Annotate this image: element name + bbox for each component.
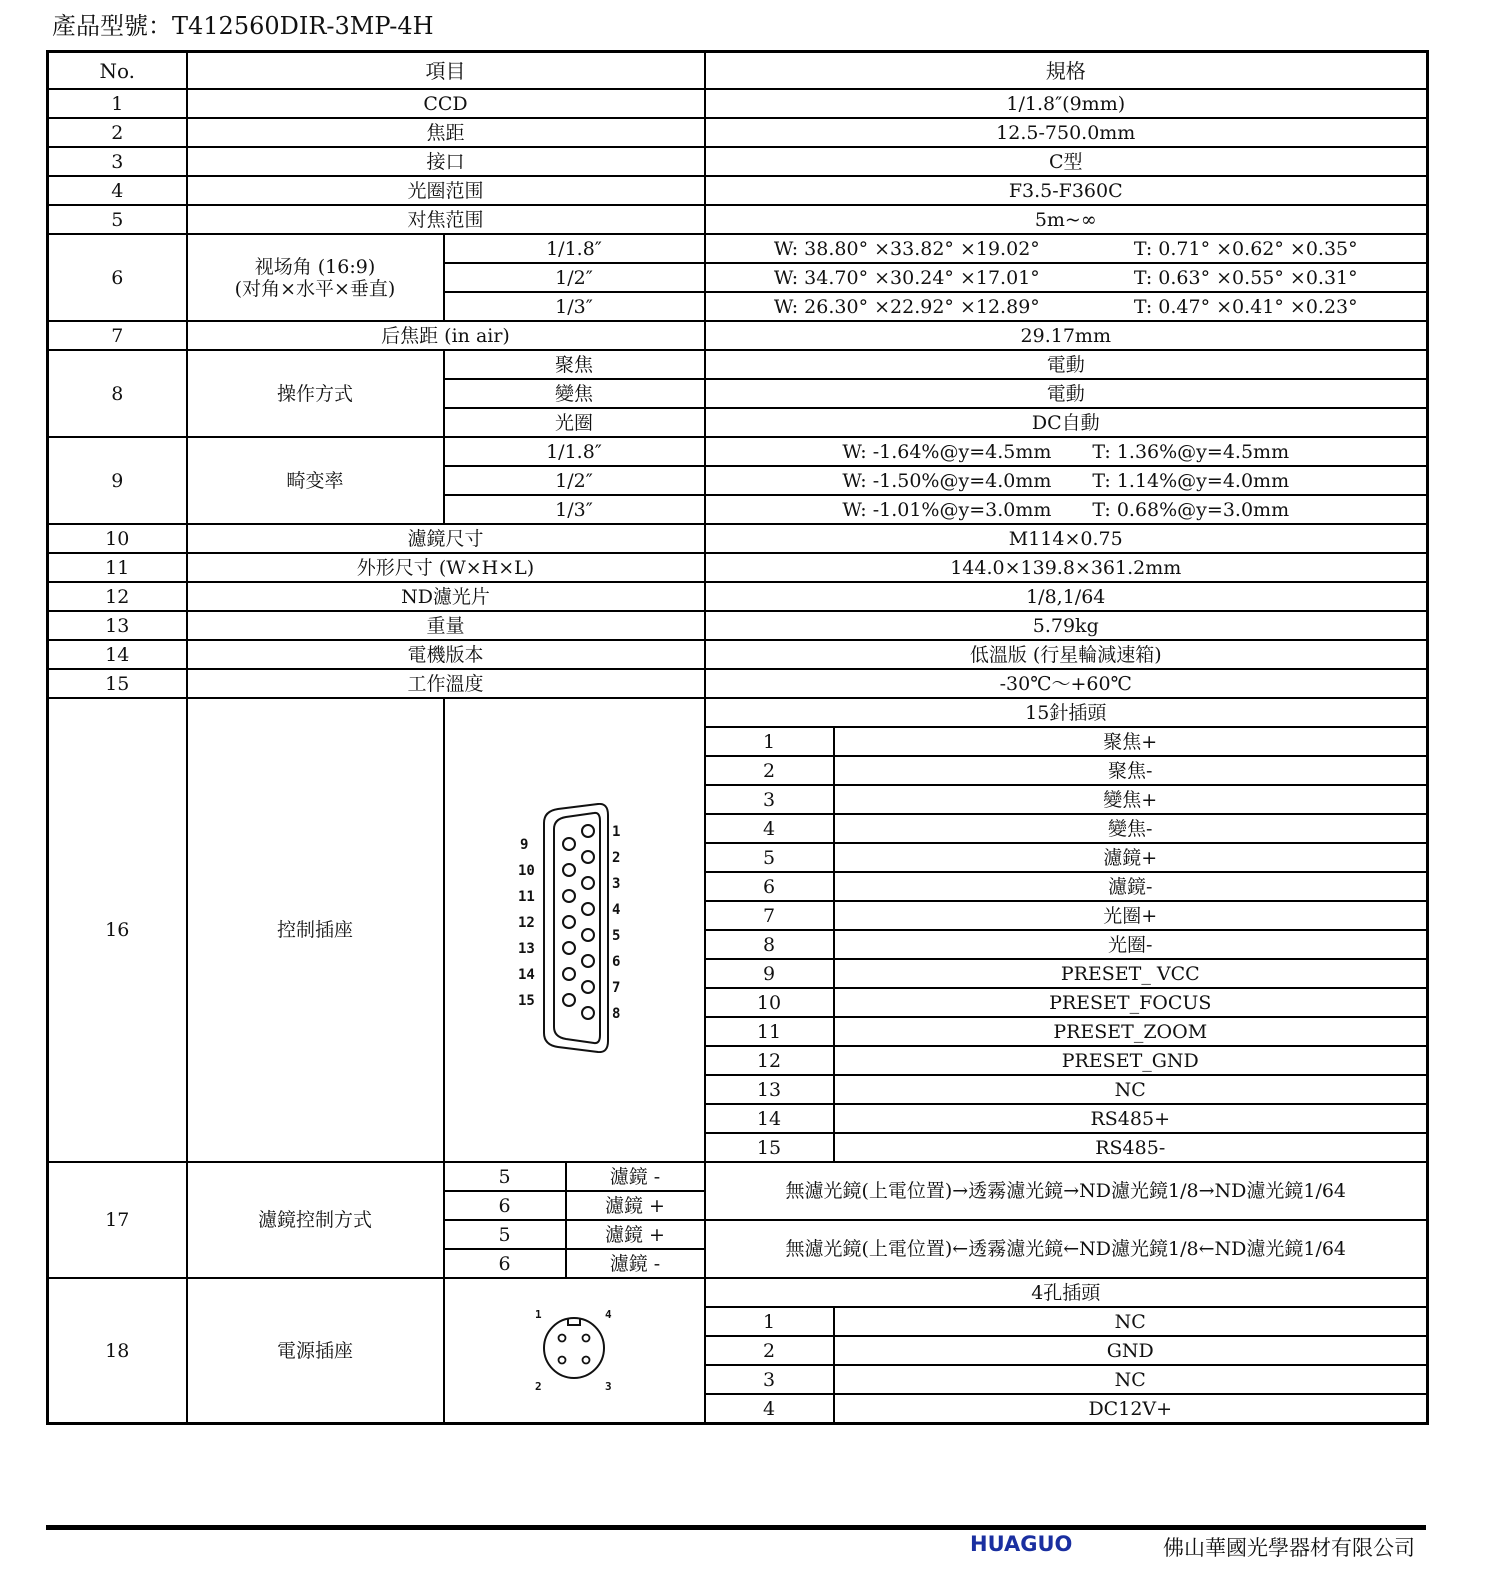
fov-sensor-size: 1/2″ bbox=[444, 263, 705, 292]
db15-pin-label: 9 bbox=[520, 836, 529, 853]
pin-function: 聚焦+ bbox=[834, 727, 1428, 756]
row-no: 15 bbox=[48, 669, 187, 698]
pin-function: PRESET_ZOOM bbox=[834, 1017, 1428, 1046]
row-item: 接口 bbox=[187, 147, 705, 176]
pin-function: GND bbox=[834, 1336, 1428, 1365]
pin-function: 光圈- bbox=[834, 930, 1428, 959]
row-no: 11 bbox=[48, 553, 187, 582]
pin-function: PRESET_GND bbox=[834, 1046, 1428, 1075]
row-item: 濾鏡尺寸 bbox=[187, 524, 705, 553]
table-row bbox=[48, 437, 1428, 466]
pin-number: 1 bbox=[705, 727, 834, 756]
table-row bbox=[48, 553, 1428, 582]
row-item: 对焦范围 bbox=[187, 205, 705, 234]
power-pin-label: 2 bbox=[535, 1380, 542, 1393]
db15-pin-hole bbox=[563, 968, 575, 980]
pin-function: PRESET_ VCC bbox=[834, 959, 1428, 988]
row-no: 16 bbox=[48, 698, 187, 1162]
db15-pin-hole bbox=[563, 994, 575, 1006]
row-item: 光圈范围 bbox=[187, 176, 705, 205]
table-row bbox=[48, 89, 1428, 118]
row-item: 畸变率 bbox=[187, 437, 444, 524]
operation-value: 電動 bbox=[705, 350, 1428, 379]
db15-pin-label: 13 bbox=[518, 940, 535, 957]
row-no: 2 bbox=[48, 118, 187, 147]
operation-value: DC自動 bbox=[705, 408, 1428, 437]
footer-divider bbox=[46, 1525, 1426, 1530]
pin-function: 變焦+ bbox=[834, 785, 1428, 814]
row-item: 重量 bbox=[187, 611, 705, 640]
row-no: 12 bbox=[48, 582, 187, 611]
row-spec: 5.79kg bbox=[705, 611, 1428, 640]
db15-pin-label: 4 bbox=[612, 901, 621, 918]
power-pin-label: 3 bbox=[605, 1380, 612, 1393]
pin-table-header: 15針插頭 bbox=[705, 698, 1428, 727]
fov-tele: T: 0.63° ×0.55° ×0.31° bbox=[1133, 266, 1358, 289]
filter-sequence-reverse: 無濾光鏡(上電位置)←透霧濾光鏡←ND濾光鏡1/8←ND濾光鏡1/64 bbox=[705, 1220, 1428, 1278]
row-item: ND濾光片 bbox=[187, 582, 705, 611]
db15-pin-hole bbox=[582, 851, 594, 863]
pin-function: 濾鏡- bbox=[834, 872, 1428, 901]
fov-tele: T: 0.71° ×0.62° ×0.35° bbox=[1133, 237, 1358, 260]
fov-label-line2: (对角×水平×垂直) bbox=[234, 277, 396, 300]
distortion-spec bbox=[705, 437, 1428, 466]
row-no: 14 bbox=[48, 640, 187, 669]
table-row bbox=[48, 205, 1428, 234]
pin-function: 變焦- bbox=[834, 814, 1428, 843]
filter-pin: 6 bbox=[444, 1249, 566, 1278]
header-no: No. bbox=[48, 52, 187, 90]
company-name: 佛山華國光學器材有限公司 bbox=[1163, 1536, 1415, 1560]
table-row bbox=[48, 669, 1428, 698]
db15-pin-hole bbox=[582, 1007, 594, 1019]
pin-number: 7 bbox=[705, 901, 834, 930]
fov-label-line1: 视场角 (16:9) bbox=[254, 255, 376, 278]
row-spec: -30℃～+60℃ bbox=[705, 669, 1428, 698]
table-row bbox=[48, 118, 1428, 147]
row-item: 工作溫度 bbox=[187, 669, 705, 698]
fov-spec bbox=[705, 263, 1428, 292]
db15-pin-label: 7 bbox=[612, 979, 621, 996]
pin-number: 6 bbox=[705, 872, 834, 901]
header-item: 項目 bbox=[187, 52, 705, 90]
row-no: 17 bbox=[48, 1162, 187, 1278]
row-no: 5 bbox=[48, 205, 187, 234]
power-connector-icon bbox=[519, 1298, 629, 1398]
operation-name: 變焦 bbox=[444, 379, 705, 408]
row-spec: 12.5-750.0mm bbox=[705, 118, 1428, 147]
db15-pin-hole bbox=[582, 877, 594, 889]
row-spec: 低溫版 (行星輪減速箱) bbox=[705, 640, 1428, 669]
row-no: 10 bbox=[48, 524, 187, 553]
table-row bbox=[48, 1278, 1428, 1307]
row-item: 電機版本 bbox=[187, 640, 705, 669]
table-row bbox=[48, 640, 1428, 669]
db15-pin-hole bbox=[563, 942, 575, 954]
filter-sequence-forward: 無濾光鏡(上電位置)→透霧濾光鏡→ND濾光鏡1/8→ND濾光鏡1/64 bbox=[705, 1162, 1428, 1220]
brand-logo: HUAGUO bbox=[970, 1532, 1073, 1556]
db15-pin-label: 15 bbox=[518, 992, 535, 1009]
db15-pin-hole bbox=[563, 916, 575, 928]
header-spec: 規格 bbox=[705, 52, 1428, 90]
pin-number: 5 bbox=[705, 843, 834, 872]
fov-sensor-size: 1/3″ bbox=[444, 292, 705, 321]
pin-number: 14 bbox=[705, 1104, 834, 1133]
table-row bbox=[48, 176, 1428, 205]
pin-number: 11 bbox=[705, 1017, 834, 1046]
power-pin-label: 4 bbox=[605, 1308, 612, 1321]
distortion-spec bbox=[705, 466, 1428, 495]
row-no: 18 bbox=[48, 1278, 187, 1424]
filter-pin: 6 bbox=[444, 1191, 566, 1220]
row-spec: M114×0.75 bbox=[705, 524, 1428, 553]
pin-function: NC bbox=[834, 1307, 1428, 1336]
pin-function: DC12V+ bbox=[834, 1394, 1428, 1424]
distortion-spec bbox=[705, 495, 1428, 524]
pin-function: 濾鏡+ bbox=[834, 843, 1428, 872]
row-item: 操作方式 bbox=[187, 350, 444, 437]
power-connector-diagram bbox=[444, 1278, 705, 1424]
row-item: 外形尺寸 (W×H×L) bbox=[187, 553, 705, 582]
fov-sensor-size: 1/1.8″ bbox=[444, 234, 705, 263]
distortion-tele: T: 1.36%@y=4.5mm bbox=[1092, 440, 1290, 463]
db15-pin-hole bbox=[582, 955, 594, 967]
operation-value: 電動 bbox=[705, 379, 1428, 408]
fov-tele: T: 0.47° ×0.41° ×0.23° bbox=[1133, 295, 1358, 318]
db15-pin-label: 2 bbox=[612, 849, 621, 866]
pin-function: RS485- bbox=[834, 1133, 1428, 1162]
pin-number: 1 bbox=[705, 1307, 834, 1336]
row-item: CCD bbox=[187, 89, 705, 118]
row-no: 13 bbox=[48, 611, 187, 640]
pin-number: 3 bbox=[705, 785, 834, 814]
filter-signal: 濾鏡 + bbox=[566, 1220, 705, 1249]
row-spec: C型 bbox=[705, 147, 1428, 176]
distortion-wide: W: -1.01%@y=3.0mm bbox=[842, 498, 1052, 521]
power-pin-label: 1 bbox=[535, 1308, 542, 1321]
db15-pin-hole bbox=[563, 890, 575, 902]
table-row bbox=[48, 1162, 1428, 1191]
row-spec: 1/8,1/64 bbox=[705, 582, 1428, 611]
pin-number: 4 bbox=[705, 1394, 834, 1424]
spec-table bbox=[46, 50, 1429, 1425]
table-row bbox=[48, 582, 1428, 611]
row-no: 7 bbox=[48, 321, 187, 350]
pin-number: 4 bbox=[705, 814, 834, 843]
row-item: 濾鏡控制方式 bbox=[187, 1162, 444, 1278]
fov-wide: W: 26.30° ×22.92° ×12.89° bbox=[773, 295, 1040, 318]
operation-name: 聚焦 bbox=[444, 350, 705, 379]
pin-function: 光圈+ bbox=[834, 901, 1428, 930]
distortion-sensor-size: 1/3″ bbox=[444, 495, 705, 524]
row-spec: 1/1.8″(9mm) bbox=[705, 89, 1428, 118]
pin-function: NC bbox=[834, 1075, 1428, 1104]
fov-spec bbox=[705, 292, 1428, 321]
row-no: 3 bbox=[48, 147, 187, 176]
table-row bbox=[48, 698, 1428, 727]
db15-pin-label: 1 bbox=[612, 823, 621, 840]
pin-number: 12 bbox=[705, 1046, 834, 1075]
db15-pin-label: 11 bbox=[518, 888, 535, 905]
db15-pin-hole bbox=[582, 903, 594, 915]
db15-pin-hole bbox=[563, 864, 575, 876]
row-item: 電源插座 bbox=[187, 1278, 444, 1424]
db15-pin-label: 6 bbox=[612, 953, 621, 970]
fov-wide: W: 38.80° ×33.82° ×19.02° bbox=[773, 237, 1040, 260]
pin-function: 聚焦- bbox=[834, 756, 1428, 785]
db15-pin-label: 12 bbox=[518, 914, 535, 931]
db15-pin-label: 3 bbox=[612, 875, 621, 892]
filter-pin: 5 bbox=[444, 1162, 566, 1191]
operation-name: 光圈 bbox=[444, 408, 705, 437]
db15-pin-label: 5 bbox=[612, 927, 621, 944]
row-item: 后焦距 (in air) bbox=[187, 321, 705, 350]
row-no: 8 bbox=[48, 350, 187, 437]
row-item: 焦距 bbox=[187, 118, 705, 147]
table-header-row bbox=[48, 52, 1428, 90]
table-row bbox=[48, 350, 1428, 379]
pin-number: 13 bbox=[705, 1075, 834, 1104]
pin-number: 15 bbox=[705, 1133, 834, 1162]
row-no: 1 bbox=[48, 89, 187, 118]
row-spec: F3.5-F360C bbox=[705, 176, 1428, 205]
table-row bbox=[48, 234, 1428, 263]
db15-pin-hole bbox=[563, 838, 575, 850]
table-row bbox=[48, 321, 1428, 350]
db15-pin-hole bbox=[582, 929, 594, 941]
distortion-sensor-size: 1/2″ bbox=[444, 466, 705, 495]
db15-pin-label: 10 bbox=[518, 862, 535, 879]
db15-pin-hole bbox=[582, 981, 594, 993]
distortion-sensor-size: 1/1.8″ bbox=[444, 437, 705, 466]
pin-number: 2 bbox=[705, 756, 834, 785]
db15-pin-label: 8 bbox=[612, 1005, 621, 1022]
distortion-wide: W: -1.50%@y=4.0mm bbox=[842, 469, 1052, 492]
filter-signal: 濾鏡 - bbox=[566, 1162, 705, 1191]
pin-number: 10 bbox=[705, 988, 834, 1017]
table-row bbox=[48, 611, 1428, 640]
distortion-tele: T: 1.14%@y=4.0mm bbox=[1092, 469, 1290, 492]
pin-number: 3 bbox=[705, 1365, 834, 1394]
pin-number: 9 bbox=[705, 959, 834, 988]
row-no: 4 bbox=[48, 176, 187, 205]
db15-connector-diagram bbox=[444, 698, 705, 1162]
page-title: 產品型號：T412560DIR-3MP-4H bbox=[52, 12, 434, 40]
pin-number: 8 bbox=[705, 930, 834, 959]
db15-connector-icon bbox=[514, 803, 634, 1053]
pin-table-header: 4孔插頭 bbox=[705, 1278, 1428, 1307]
row-spec: 29.17mm bbox=[705, 321, 1428, 350]
row-item bbox=[187, 234, 444, 321]
distortion-tele: T: 0.68%@y=3.0mm bbox=[1092, 498, 1290, 521]
pin-function: PRESET_FOCUS bbox=[834, 988, 1428, 1017]
row-no: 9 bbox=[48, 437, 187, 524]
db15-pin-label: 14 bbox=[518, 966, 535, 983]
pin-function: RS485+ bbox=[834, 1104, 1428, 1133]
fov-spec bbox=[705, 234, 1428, 263]
row-item: 控制插座 bbox=[187, 698, 444, 1162]
filter-signal: 濾鏡 - bbox=[566, 1249, 705, 1278]
distortion-wide: W: -1.64%@y=4.5mm bbox=[842, 440, 1052, 463]
fov-wide: W: 34.70° ×30.24° ×17.01° bbox=[773, 266, 1040, 289]
row-no: 6 bbox=[48, 234, 187, 321]
table-row bbox=[48, 524, 1428, 553]
row-spec: 144.0×139.8×361.2mm bbox=[705, 553, 1428, 582]
pin-number: 2 bbox=[705, 1336, 834, 1365]
table-row bbox=[48, 147, 1428, 176]
pin-function: NC bbox=[834, 1365, 1428, 1394]
filter-signal: 濾鏡 + bbox=[566, 1191, 705, 1220]
filter-pin: 5 bbox=[444, 1220, 566, 1249]
row-spec: 5m~∞ bbox=[705, 205, 1428, 234]
db15-pin-hole bbox=[582, 825, 594, 837]
